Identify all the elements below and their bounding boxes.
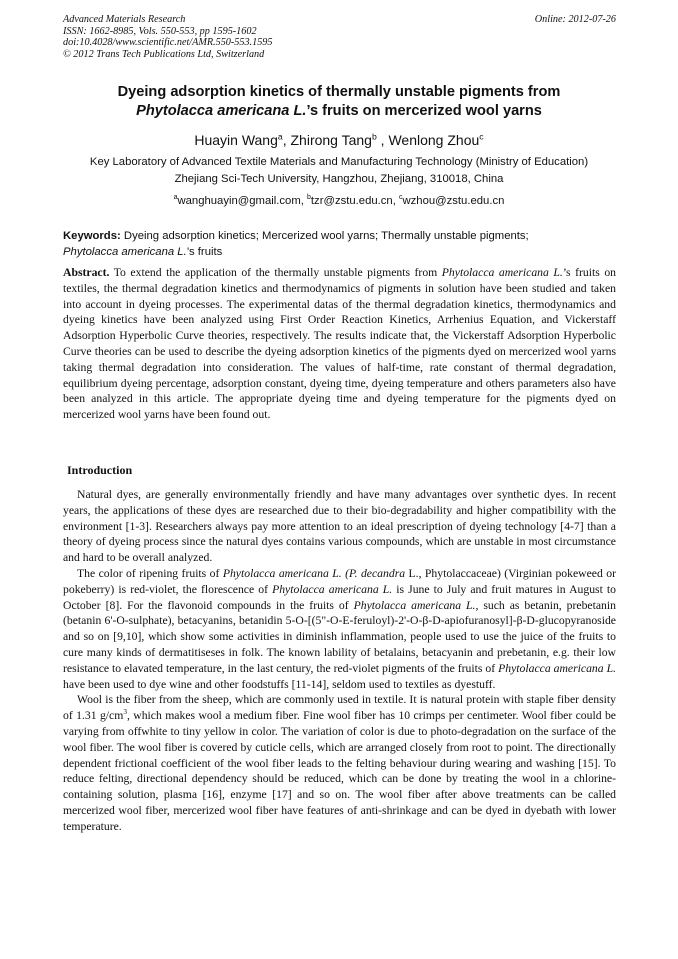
keywords-species: Phytolacca americana L. [63, 246, 187, 258]
affiliation-line-1: Key Laboratory of Advanced Textile Materials and Manufacturing Technology (Ministry of Education) [89, 156, 589, 168]
keywords-text: Dyeing adsorption kinetics; Mercerized wool yarns; Thermally unstable pigments; [120, 230, 529, 242]
email-separator: , [392, 195, 399, 207]
email-mark: a [173, 194, 178, 202]
title-line-1: Dyeing adsorption kinetics of thermally unstable pigments from [117, 84, 561, 100]
section-heading-introduction: Introduction [67, 463, 133, 477]
keywords-label: Keywords: [63, 230, 121, 242]
email-list [60, 194, 618, 208]
author-separator: , [282, 132, 291, 148]
title-species: Phytolacca americana L. [136, 103, 307, 119]
email-address[interactable]: wzhou@zstu.edu.cn [402, 195, 505, 207]
p2-text: have been used to dye wine and other foodstuffs [11-14], seldom used to textiles as dyestuff. [63, 677, 496, 691]
p2-text: , such as betanin, prebetanin (betanin 6'-O-sulphate), betacyanins, betanidin 5-O-[(5"-O-E-feruloyl)-2'-O-β-D-apiofuranosyl]-β-D-glucopyranoside and so on [9,10], which show some activities in diminish inflammation, people used to use the juice of the fruits to cure many kinds of dermatitiseses in folk. The known lability of betalains, betacyanin and prebetanin, e.g. their low resistance to elavated temperature, in the last century, the red-violet pigments of the fruits of [63, 598, 616, 675]
abstract-species: Phytolacca americana L. [441, 266, 563, 279]
author-mark: c [479, 131, 484, 142]
affiliation [60, 154, 618, 187]
journal-doi: doi:10.4028/www.scientific.net/AMR.550-553.1595 [63, 37, 273, 49]
author-mark: b [371, 131, 377, 142]
paper-title [60, 83, 618, 121]
email-mark: b [307, 194, 311, 202]
author-list [60, 131, 618, 149]
author-separator: , [376, 132, 389, 148]
p2-text: L., Phytolaccaceae) (Virginian pokeweed or pokeberry) is red-violet, the florescence of [63, 566, 616, 596]
p2-text: is June to July and fruit matures in August to October [8]. For the flavonoid compounds in the fruits of [63, 582, 617, 612]
journal-name: Advanced Materials Research [63, 14, 186, 25]
abstract-text-2: ’s fruits on textiles, the thermal degradation kinetics and thermodynamics of pigments in solution have been studied and taken into account in dyeing processes. The experimental datas of the thermal degradation kinetics, thermodynamics and dyeing kinetics have been analyzed using First Order Reaction Kinetics, Arrhenius Equation, and Vickerstaff Adsorption Hyperbolic Curve theories, respectively. The results indicate that, the Vickerstaff Adsorption Hyperbolic Curve theories can be used to describe the dyeing adsorption kinetics of the pigments dyed on mercerized wool yarns taking thermal degradation into consideration. The values of half-time, rate constant of thermal degradation, equilibrium dyeing percentage, adsorption constant, dyeing time, dyeing temperature and others parameters also have been analyzed in this article. The appropriate dyeing time and dyeing temperature for the pigments dyed on mercerized wool yarns have been found out. [63, 266, 617, 422]
p3-text: Wool is the fiber from the sheep, which are commonly used in textile. It is natural protein with staple fiber density of 1.31 g/cm [63, 693, 616, 723]
abstract-text-1: To extend the application of the thermally unstable pigments from [109, 266, 442, 279]
title-line-2-rest: ’s fruits on mercerized wool yarns [306, 103, 542, 119]
p3-text: , which makes wool a medium fiber. Fine wool fiber has 10 crimps per centimeter. Wool fiber could be varying from offwhite to tiny yellow in color. The variation of color is due to photo-degradation on the surface of the wool fiber. The wool fiber is covered by cuticle cells, which are arranged closely from root to point. The directionally dependent frictional coefficient of the wool fiber leads to the felting behaviour during wearing and washing [15]. To reduce felting, directional dependency should be reduced, which can be done by treating the wool in a chlorine-containing solution, plasma [16], enzyme [17] and so on. The wool fiber after above treatments can be called mercerized wool fiber, mercerized wool fiber have features of anti-shrinkage and can be dyed in dyebath with lower temperature. [63, 709, 616, 833]
email-separator: , [300, 195, 308, 207]
title-line-2 [60, 102, 618, 121]
journal-header [63, 14, 616, 60]
p2-species: Phytolacca americana L. [353, 598, 476, 612]
email-address[interactable]: wanghuayin@gmail.com [177, 195, 301, 207]
author-mark: a [277, 131, 283, 142]
online-date: Online: 2012-07-26 [534, 14, 616, 25]
intro-paragraph-2 [63, 566, 616, 692]
abstract-label: Abstract. [63, 266, 110, 279]
email-mark: c [399, 194, 403, 202]
email-address[interactable]: tzr@zstu.edu.cn [310, 195, 393, 207]
p3-superscript: 3 [123, 708, 127, 717]
abstract [63, 265, 616, 423]
p2-text: The color of ripening fruits of [77, 566, 223, 580]
intro-paragraph-1: Natural dyes, are generally environmentally friendly and have many advantages over synthetic dyes. In recent years, the applications of these dyes are researched due to their bio-degradability and higher compatibility with the environment [1-3]. Researchers always pay more attention to an ideal prescription of dyeing technology [4-7] than a theory of dyeing process since the natural dyes contains various compounds, which are unstable in most circumstance and hard to be overall analyzed. [63, 488, 616, 565]
p2-species: Phytolacca americana L. [498, 661, 617, 675]
author-name: Huayin Wang [194, 132, 278, 148]
intro-paragraph-3 [63, 692, 616, 834]
p2-species: Phytolacca americana L. [272, 582, 393, 596]
keywords [63, 228, 616, 260]
journal-copyright: © 2012 Trans Tech Publications Ltd, Switzerland [63, 48, 265, 60]
keywords-tail: ’s fruits [186, 246, 223, 258]
introduction-body [63, 487, 616, 835]
author-name: Zhirong Tang [290, 132, 372, 148]
p2-species: Phytolacca americana L. (P. decandra [222, 566, 406, 580]
journal-issn: ISSN: 1662-8985, Vols. 550-553, pp 1595-1602 [63, 25, 257, 37]
author-name: Wenlong Zhou [388, 132, 480, 148]
affiliation-line-2: Zhejiang Sci-Tech University, Hangzhou, Zhejiang, 310018, China [174, 172, 504, 185]
